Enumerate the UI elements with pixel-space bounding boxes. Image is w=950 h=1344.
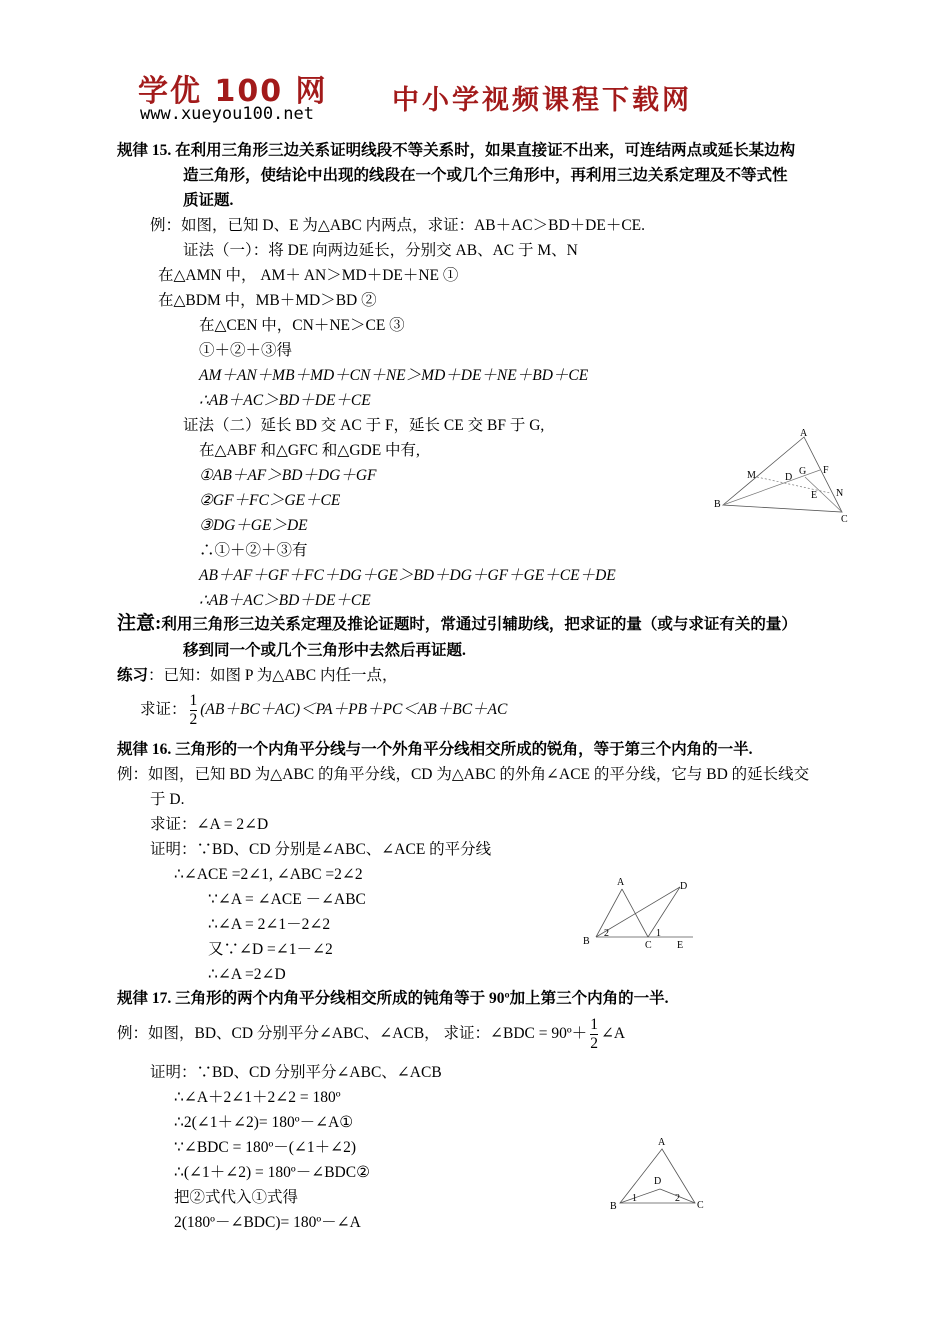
fig2-label-2: 2	[604, 928, 609, 939]
rule15-method1-step6: ∴AB＋AC＞BD＋DE＋CE	[199, 392, 371, 409]
rule15-method1-intro: 证法（一）：将 DE 向两边延长，分别交 AB、AC 于 M、N	[183, 242, 578, 259]
exercise-prove-label: 求证：	[140, 701, 187, 718]
exercise-heading: 练习	[117, 667, 149, 684]
site-logo: 学优 100 网	[138, 74, 328, 109]
exercise-frac-den: 2	[189, 710, 198, 728]
exercise-inequality: (AB＋BC＋AC)＜PA＋PB＋PC＜AB＋BC＋AC	[200, 701, 508, 718]
rule15-method2-step5: ∴①＋②＋③有	[199, 542, 308, 559]
exercise-text1: ：已知：如图 P 为△ABC 内任一点，	[148, 667, 398, 684]
fig2-label-d: D	[680, 881, 688, 892]
rule16-step1: 证明：∵BD、CD 分别是∠ABC、∠ACE 的平分线	[150, 841, 492, 858]
rule16-step2: ∴∠ACE =2∠1, ∠ABC =2∠2	[174, 866, 363, 883]
rule15-method1-step3: 在△CEN 中，CN＋NE＞CE ③	[199, 317, 405, 334]
fig1-label-f: F	[823, 465, 829, 476]
rule15-method2-step7: ∴AB＋AC＞BD＋DE＋CE	[199, 592, 371, 609]
fig2-label-b: B	[583, 936, 590, 947]
fig1-label-b: B	[714, 499, 721, 510]
rule17-fraction	[590, 1016, 598, 1053]
rule15-method2-step6: AB＋AF＋GF＋FC＋DG＋GE＞BD＋DG＋GF＋GE＋CE＋DE	[199, 567, 616, 584]
rule15-method2-step1: 在△ABF 和△GFC 和△GDE 中有,	[199, 442, 420, 459]
rule17-title: 规律 17. 三角形的两个内角平分线相交所成的钝角等于 90º加上第三个内角的一半.	[117, 990, 669, 1007]
note-line1	[117, 614, 797, 635]
rule16-step3: ∵∠A = ∠ACE －∠ABC	[208, 891, 366, 908]
rule16-step5: 又∵∠D =∠1－∠2	[208, 941, 333, 958]
rule15-method1-step5: AM＋AN＋MB＋MD＋CN＋NE＞MD＋DE＋NE＋BD＋CE	[199, 367, 589, 384]
rule16-step4: ∴∠A = 2∠1－2∠2	[208, 916, 331, 933]
rule16-figure	[578, 875, 698, 960]
rule16-title: 规律 16. 三角形的一个内角平分线与一个外角平分线相交所成的锐角，等于第三个内角的一半.	[117, 741, 753, 758]
note-text1: 利用三角形三边关系定理及推论证题时，常通过引辅助线，把求证的量（或与求证有关的量）	[161, 616, 797, 633]
rule17-example-a: 例：如图，BD、CD 分别平分∠ABC、∠ACB， 求证：∠BDC = 90º＋	[117, 1025, 588, 1042]
rule17-frac-den: 2	[590, 1034, 598, 1052]
rule17-frac-num: 1	[590, 1015, 598, 1033]
rule17-step6: 把②式代入①式得	[174, 1189, 299, 1206]
rule15-method1-step4: ①＋②＋③得	[199, 342, 293, 359]
rule16-prove: 求证：∠A = 2∠D	[150, 816, 269, 833]
fig2-label-e: E	[677, 940, 684, 951]
rule15-title-line3: 质证题.	[183, 192, 234, 209]
rule16-step6: ∴∠A =2∠D	[208, 966, 286, 983]
rule17-figure	[605, 1133, 710, 1223]
note-heading: 注意:	[117, 613, 162, 634]
rule15-method2-step4: ③DG＋GE＞DE	[199, 517, 308, 534]
rule15-title-line2: 造三角形，使结论中出现的线段在一个或几个三角形中，再利用三边关系定理及不等式性	[183, 167, 788, 184]
rule16-example-line1: 例：如图，已知 BD 为△ABC 的角平分线，CD 为△ABC 的外角∠ACE 的平分线，它与 BD 的延长线交	[117, 766, 810, 783]
rule15-title-line1: 规律 15. 在利用三角形三边关系证明线段不等关系时，如果直接证不出来，可连结两点或延长某边构	[117, 142, 796, 159]
line-bd-2	[620, 1189, 660, 1203]
fig3-label-d: D	[654, 1176, 662, 1187]
rule17-step7: 2(180º－∠BDC)= 180º－∠A	[174, 1214, 361, 1231]
rule17-step4: ∵∠BDC = 180º－(∠1＋∠2)	[174, 1139, 357, 1156]
rule15-method2-step3: ②GF＋FC＞GE＋CE	[199, 492, 341, 509]
fig3-label-a: A	[658, 1137, 666, 1148]
exercise-prove	[140, 690, 507, 730]
fig1-label-d: D	[785, 472, 793, 483]
fig3-label-c: C	[697, 1200, 704, 1211]
fig2-label-c: C	[645, 940, 652, 951]
rule15-example: 例：如图，已知 D、E 为△ABC 内两点，求证：AB＋AC＞BD＋DE＋CE.	[150, 217, 646, 234]
fig1-label-c: C	[841, 514, 848, 525]
fig1-label-m: M	[747, 470, 756, 481]
fig3-label-b: B	[610, 1201, 617, 1212]
line-cd	[648, 887, 680, 937]
rule17-example	[117, 1014, 625, 1054]
rule17-step2: ∴∠A＋2∠1＋2∠2 = 180º	[174, 1089, 341, 1106]
exercise-fraction	[190, 692, 198, 729]
rule15-figure	[710, 425, 855, 530]
fig2-label-1: 1	[656, 928, 661, 939]
line-ac	[622, 889, 648, 937]
fig1-label-g: G	[799, 466, 807, 477]
fig3-label-1: 1	[632, 1193, 637, 1204]
rule15-method2-intro: 证法（二）延长 BD 交 AC 于 F，延长 CE 交 BF 于 G,	[183, 417, 545, 434]
exercise-frac-num: 1	[189, 691, 198, 709]
rule17-step5: ∴(∠1＋∠2) = 180º－∠BDC②	[174, 1164, 370, 1181]
site-title: 中小学视频课程下载网	[392, 85, 692, 116]
exercise-line1	[117, 666, 397, 686]
rule17-step1: 证明：∵BD、CD 分别平分∠ABC、∠ACB	[150, 1064, 442, 1081]
fig2-label-a: A	[617, 877, 625, 888]
fig1-label-n: N	[836, 488, 844, 499]
fig3-label-2: 2	[675, 1193, 680, 1204]
rule15-method2-step2: ①AB＋AF＞BD＋DG＋GF	[199, 467, 377, 484]
rule17-example-b: ∠A	[600, 1025, 626, 1042]
note-line2: 移到同一个或几个三角形中去然后再证题.	[183, 642, 466, 659]
rule15-method1-step1: 在△AMN 中， AM＋ AN＞MD＋DE＋NE ①	[158, 267, 459, 284]
line-ba	[596, 889, 622, 937]
fig1-label-e: E	[811, 490, 818, 501]
site-url[interactable]: www.xueyou100.net	[140, 104, 314, 124]
fig1-label-a: A	[800, 428, 808, 439]
rule17-step3: ∴2(∠1＋∠2)= 180º－∠A①	[174, 1114, 354, 1131]
rule15-method1-step2: 在△BDM 中，MB＋MD＞BD ②	[158, 292, 377, 309]
rule16-example-line2: 于 D.	[150, 791, 185, 808]
